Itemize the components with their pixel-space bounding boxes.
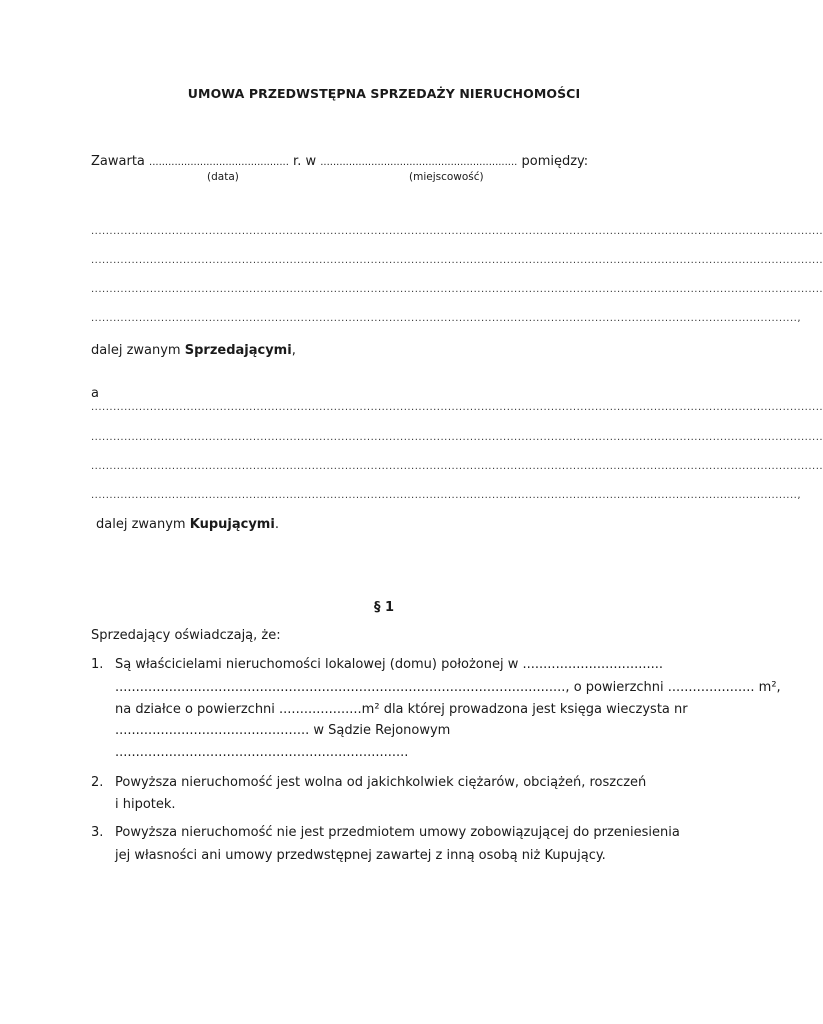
item-2-line-2: i hipotek. xyxy=(115,797,176,812)
list-item-1 xyxy=(91,657,663,672)
list-item-3 xyxy=(91,825,680,840)
buyer-line-3: ....................................................................................................................................................................................................... xyxy=(91,461,823,472)
sellers-clause xyxy=(91,343,296,358)
seller-line-1: ....................................................................................................................................................................................................... xyxy=(91,226,823,237)
item-number: 2. xyxy=(91,775,104,790)
intro-line xyxy=(91,154,588,169)
item-number: 3. xyxy=(91,825,104,840)
item-1-line-4: ............................................... w Sądzie Rejonowym xyxy=(115,723,451,738)
sellers-term: Sprzedającymi xyxy=(184,343,292,358)
date-caption: (data) xyxy=(207,171,239,183)
item-1-line-3: na działce o powierzchni ....................m² dla której prowadzona jest księga wieczysta nr xyxy=(115,702,688,717)
place-caption: (miejscowość) xyxy=(409,171,484,183)
and-word: a xyxy=(91,386,99,401)
intro-r-w: r. w xyxy=(293,154,317,169)
buyer-line-1: ....................................................................................................................................................................................................... xyxy=(91,402,823,413)
sellers-prefix: dalej zwanym xyxy=(91,343,185,358)
item-number: 1. xyxy=(91,657,104,672)
item-3-line-2: jej własności ani umowy przedwstępnej zawartej z inną osobą niż Kupujący. xyxy=(115,848,606,863)
document-title: UMOWA PRZEDWSTĘPNA SPRZEDAŻY NIERUCHOMOŚCI xyxy=(187,86,581,101)
intro-zawarta: Zawarta xyxy=(91,154,145,169)
buyers-clause xyxy=(96,517,279,532)
intro-pomiedzy: pomiędzy: xyxy=(521,154,589,169)
buyers-prefix: dalej zwanym xyxy=(96,517,190,532)
buyers-suffix: . xyxy=(274,517,279,532)
seller-line-2: ....................................................................................................................................................................................................... xyxy=(91,255,823,266)
item-line: Są właścicielami nieruchomości lokalowej (domu) położonej w .................................. xyxy=(115,657,664,672)
item-line: Powyższa nieruchomość jest wolna od jakichkolwiek ciężarów, obciążeń, roszczeń xyxy=(115,775,647,790)
buyer-line-4: ................................................................................................................................................................................................, xyxy=(91,490,801,501)
place-dots: .............................................................. xyxy=(320,157,518,168)
list-item-2 xyxy=(91,775,646,790)
buyers-term: Kupującymi xyxy=(189,517,275,532)
seller-line-3: ....................................................................................................................................................................................................... xyxy=(91,284,823,295)
seller-line-4: ................................................................................................................................................................................................, xyxy=(91,313,801,324)
buyer-line-2: ....................................................................................................................................................................................................... xyxy=(91,432,823,443)
sellers-suffix: , xyxy=(291,343,296,358)
item-line: Powyższa nieruchomość nie jest przedmiotem umowy zobowiązującej do przeniesienia xyxy=(115,825,680,840)
item-1-line-2: ............................................................................................................., o powierzchni ..................... m², xyxy=(115,680,781,695)
section-1-heading: § 1 xyxy=(373,600,395,615)
date-dots: ............................................ xyxy=(149,157,289,168)
item-1-line-5: ....................................................................... xyxy=(115,745,409,760)
section-1-lead: Sprzedający oświadczają, że: xyxy=(91,628,281,643)
